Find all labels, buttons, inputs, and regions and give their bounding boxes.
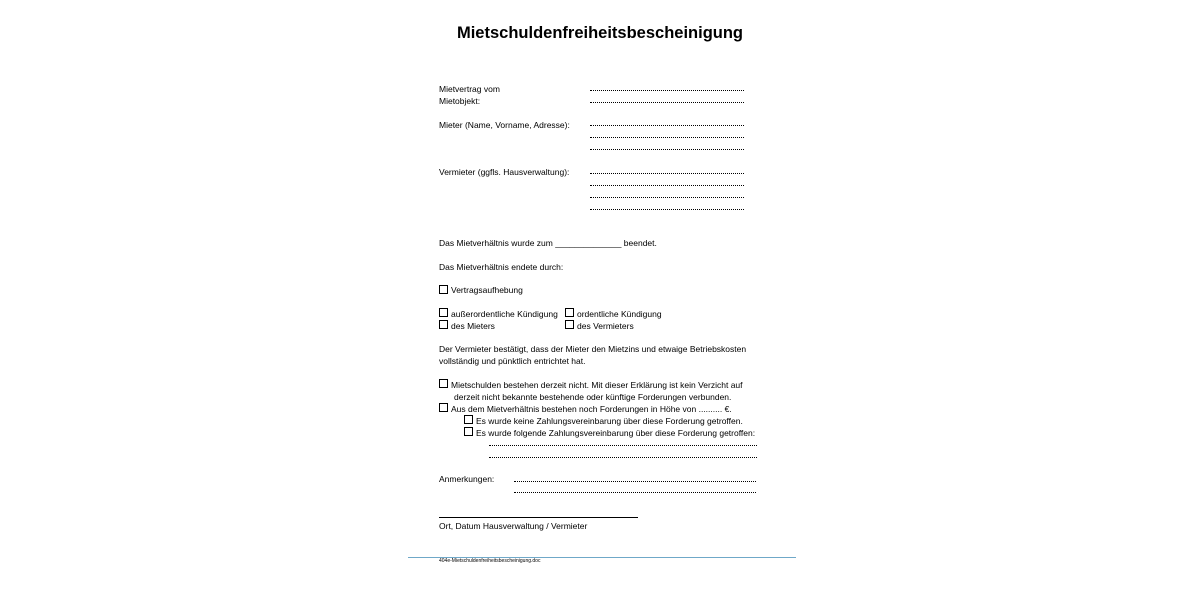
mieter-field-line[interactable] [590,137,744,138]
vertragsaufhebung-label: Vertragsaufhebung [451,285,523,295]
ordentlich-checkbox[interactable] [565,308,574,317]
vermieter-field-line[interactable] [590,173,744,174]
end-date-blank[interactable]: ______________ [555,238,622,248]
confirmation-line1: Der Vermieter bestätigt, dass der Mieter den Mietzins und etwaige Betriebskosten [439,344,747,354]
footer-filename: 404e-Mietschuldenfreiheitsbescheinigung.doc [439,558,541,564]
vertragsaufhebung-checkbox[interactable] [439,285,448,294]
mietvertrag-label: Mietvertrag vom [439,84,500,94]
debts-exist-label: Aus dem Mietverhältnis bestehen noch Forderungen in Höhe von .......... €. [451,404,732,414]
mieter-label: Mieter (Name, Vorname, Adresse): [439,120,570,130]
agreement-checkbox[interactable] [464,427,473,436]
mietobjekt-field[interactable] [590,102,744,103]
ordentlich-label: ordentliche Kündigung [577,309,662,319]
document-title: Mietschuldenfreiheitsbescheinigung [456,24,744,42]
confirmation-line2: vollständig und pünktlich entrichtet hat. [439,356,586,366]
no-agreement-label: Es wurde keine Zahlungsvereinbarung über diese Forderung getroffen. [476,416,743,426]
remarks-label: Anmerkungen: [439,474,495,484]
des-vermieters-checkbox[interactable] [565,320,574,329]
vermieter-field-line[interactable] [590,197,744,198]
end-date-sentence [439,238,657,249]
no-agreement-checkbox[interactable] [464,415,473,424]
end-through-label: Das Mietverhältnis endete durch: [439,262,564,272]
vermieter-field-line[interactable] [590,209,744,210]
agreement-field-line[interactable] [489,445,757,446]
agreement-field-line[interactable] [489,457,757,458]
vermieter-label: Vermieter (ggfls. Hausverwaltung): [439,167,570,177]
des-mieters-checkbox[interactable] [439,320,448,329]
signature-label: Ort, Datum Hausverwaltung / Vermieter [439,521,588,531]
end-date-prefix: Das Mietverhältnis wurde zum [439,238,553,248]
vermieter-field-line[interactable] [590,185,744,186]
agreement-label: Es wurde folgende Zahlungsvereinbarung über diese Forderung getroffen: [476,428,756,438]
mieter-field-line[interactable] [590,149,744,150]
ausserordentlich-checkbox[interactable] [439,308,448,317]
des-mieters-label: des Mieters [451,321,495,331]
debts-exist-checkbox[interactable] [439,403,448,412]
end-date-suffix: beendet. [623,238,657,248]
remarks-field-line[interactable] [514,481,756,482]
des-vermieters-label: des Vermieters [577,321,634,331]
remarks-field-line[interactable] [514,492,756,493]
mieter-field-line[interactable] [590,125,744,126]
no-debts-checkbox[interactable] [439,379,448,388]
signature-line[interactable] [439,517,638,518]
mietobjekt-label: Mietobjekt: [439,96,481,106]
no-debts-line1: Mietschulden bestehen derzeit nicht. Mit dieser Erklärung ist kein Verzicht auf [451,380,743,390]
no-debts-line2: derzeit nicht bekannte bestehende oder künftige Forderungen verbunden. [454,392,732,402]
ausserordentlich-label: außerordentliche Kündigung [451,309,558,319]
mietvertrag-field[interactable] [590,90,744,91]
